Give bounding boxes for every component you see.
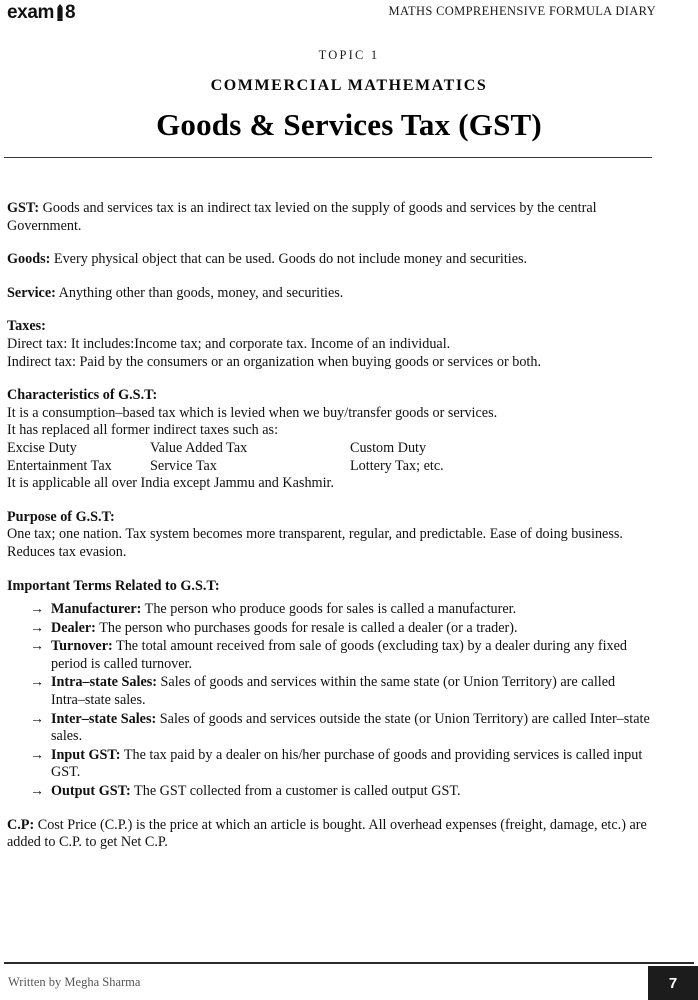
running-header xyxy=(0,0,698,30)
definition-term: C.P: xyxy=(7,816,35,833)
taxes-heading: Taxes: xyxy=(7,318,46,335)
purpose-heading: Purpose of G.S.T: xyxy=(7,508,115,525)
characteristics-line-1: It is a consumption–based tax which is levied when we buy/transfer goods or services. xyxy=(7,404,498,421)
arrow-right-icon: → xyxy=(30,602,44,618)
exam18-logo xyxy=(7,3,75,22)
replaced-tax-cell: Value Added Tax xyxy=(150,439,248,456)
list-item xyxy=(30,620,652,638)
term-text: The person who purchases goods for resale is called a dealer (or a trader). xyxy=(95,619,518,636)
document-body xyxy=(7,200,652,852)
arrow-right-icon: → xyxy=(30,675,44,691)
list-item xyxy=(30,711,652,746)
page-title: Goods & Services Tax (GST) xyxy=(156,107,542,142)
characteristics-section xyxy=(7,387,652,493)
list-item xyxy=(30,747,652,782)
definition-service xyxy=(7,285,652,303)
title-divider xyxy=(4,157,652,158)
term-text: The tax paid by a dealer on his/her purchase of goods and providing services is called input GST. xyxy=(51,746,643,781)
term-text: Sales of goods and services within the same state (or Union Territory) are called Intra–state sales. xyxy=(51,674,616,709)
purpose-text: One tax; one nation. Tax system becomes more transparent, regular, and predictable. Ease of doing business. Reduces tax evasion. xyxy=(7,526,623,560)
definition-term: Service: xyxy=(7,284,56,301)
arrow-right-icon: → xyxy=(30,639,44,655)
purpose-section xyxy=(7,509,652,562)
definition-term: Goods: xyxy=(7,251,51,268)
replaced-tax-cell: Entertainment Tax xyxy=(7,457,112,474)
footer-credit: Written by Megha Sharma xyxy=(8,975,141,989)
definition-goods xyxy=(7,251,652,269)
arrow-right-icon: → xyxy=(30,620,44,636)
running-header-title: MATHS COMPREHENSIVE FORMULA DIARY xyxy=(388,4,656,18)
term-name: Intra–state Sales: xyxy=(51,674,157,691)
characteristics-heading: Characteristics of G.S.T: xyxy=(7,387,158,404)
replaced-tax-cell: Custom Duty xyxy=(350,439,427,456)
term-name: Inter–state Sales: xyxy=(51,710,157,727)
arrow-right-icon: → xyxy=(30,747,44,763)
arrow-right-icon: → xyxy=(30,784,44,800)
list-item xyxy=(30,638,652,673)
definition-gst xyxy=(7,200,652,235)
definition-text: Cost Price (C.P.) is the price at which an article is bought. All overhead expenses (freight, damage, etc.) are added to C.P. to get Net C.P. xyxy=(7,816,647,851)
pencil-icon xyxy=(56,4,64,21)
cost-price-definition xyxy=(7,817,652,852)
definition-term: GST: xyxy=(7,200,40,216)
important-terms-list xyxy=(7,601,652,801)
term-name: Dealer: xyxy=(51,619,96,636)
term-text: Sales of goods and services outside the state (or Union Territory) are called Inter–state sales. xyxy=(51,710,650,745)
logo-number: 8 xyxy=(65,2,76,23)
direct-tax-line: Direct tax: It includes:Income tax; and corporate tax. Income of an individual. xyxy=(7,335,451,352)
list-item xyxy=(30,783,652,801)
term-text: The GST collected from a customer is called output GST. xyxy=(130,783,461,800)
important-terms-heading: Important Terms Related to G.S.T: xyxy=(7,577,220,594)
characteristics-line-2: It has replaced all former indirect taxes such as: xyxy=(7,422,279,439)
logo-word: exam xyxy=(7,2,54,23)
term-name: Input GST: xyxy=(51,746,121,763)
term-name: Manufacturer: xyxy=(51,601,142,618)
list-item xyxy=(30,674,652,709)
topic-label: TOPIC 1 xyxy=(318,48,380,62)
replaced-taxes-grid xyxy=(7,440,652,475)
list-item xyxy=(30,601,652,619)
important-terms-section xyxy=(7,578,652,801)
replaced-tax-cell: Excise Duty xyxy=(7,439,77,456)
definition-text: Anything other than goods, money, and securities. xyxy=(55,284,344,301)
arrow-right-icon: → xyxy=(30,711,44,727)
subject-title: COMMERCIAL MATHEMATICS xyxy=(210,77,488,94)
definition-text: Every physical object that can be used. Goods do not include money and securities. xyxy=(50,251,528,268)
term-text: The person who produce goods for sales is called a manufacturer. xyxy=(141,601,517,618)
page-number: 7 xyxy=(648,966,698,1000)
term-name: Turnover: xyxy=(51,638,113,655)
replaced-tax-cell: Service Tax xyxy=(150,457,217,474)
definition-text: Goods and services tax is an indirect tax levied on the supply of goods and services by the central Government. xyxy=(7,200,597,234)
term-name: Output GST: xyxy=(51,783,131,800)
replaced-tax-cell: Lottery Tax; etc. xyxy=(350,457,444,474)
indirect-tax-line: Indirect tax: Paid by the consumers or an organization when buying goods or services or both. xyxy=(7,353,542,370)
term-text: The total amount received from sale of goods (excluding tax) by a dealer during any fixed period is called turnover. xyxy=(51,638,628,672)
footer-divider xyxy=(4,962,694,964)
title-block xyxy=(0,48,698,142)
characteristics-line-3: It is applicable all over India except Jammu and Kashmir. xyxy=(7,475,334,492)
taxes-section xyxy=(7,318,652,371)
